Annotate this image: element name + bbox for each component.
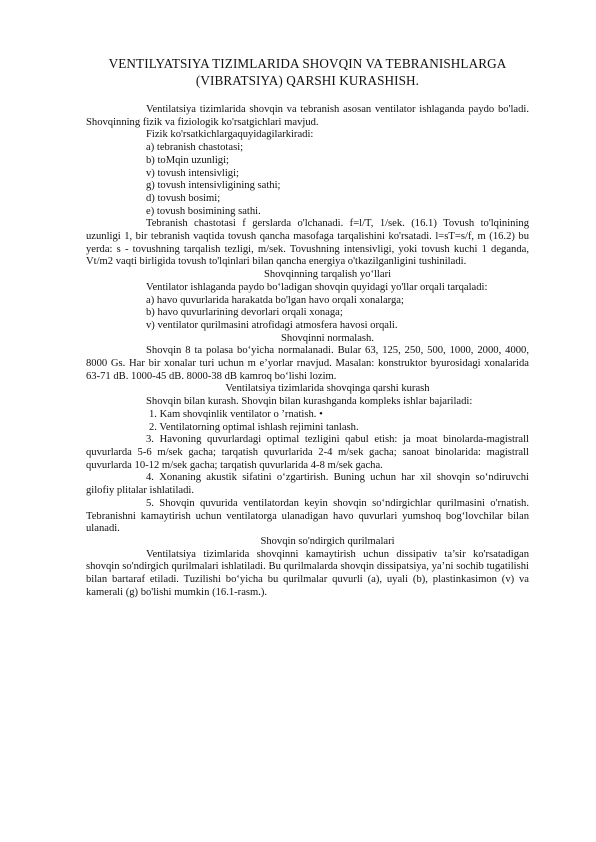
list-item: d) tovush bosimi; [146, 192, 221, 204]
paragraph-silencers: 5. Shovqin quvurida ventilatordan keyin shovqin so‘ndirgichlar qurilmasini o'rnatish. Tebranishni kamaytirish uchun ventilatorga ulanadigan havo quvurlari yumshoq bog‘lovchilar bilan ulanadi. [86, 497, 529, 535]
list-item: b) havo quvurlarining devorlari orqali xonaga; [146, 307, 343, 319]
document-page [86, 56, 529, 599]
paragraph-intro: Ventilatsiya tizimlarida shovqin va tebranish asosan ventilator ishlaganda paydo bo'ladi. Shovqinning fizik va fiziologik ko'rsatgichlari mavjud. [86, 104, 529, 128]
list-item: v) tovush intensivligi; [146, 167, 239, 179]
paragraph-acoustics: 4. Xonaning akustik sifatini o‘zgartirish. Buning uchun har xil shovqin so‘ndiruvchi gilofiy plitalar ishlatiladi. [86, 472, 529, 497]
section-heading: Shovqinning tarqalish yo‘llari [263, 269, 392, 281]
list-item: v) ventilator qurilmasini atrofidagi atmosfera havosi orqali. [146, 319, 398, 331]
list-item: g) tovush intensivligining sathi; [146, 180, 281, 192]
paragraph-normalization: Shovqin 8 ta polasa bo‘yicha normalanadi. Bular 63, 125, 250, 500, 1000, 2000, 4000, 8000 Gs. Har bir xonalar turi uchun m e’yorlar rnavjud. Masalan: konstruktor byurosidagi xonalarida 63-71 dB. 1000-45 dB. 8000-38 dB kamroq bo‘lishi lozim. [86, 345, 529, 382]
list-item: 1. Kam shovqinlik ventilator o ’rnatish. • [149, 408, 323, 420]
list-item: 2. Ventilatorning optimal ishlash rejimini tanlash. [149, 421, 359, 433]
list-item: a) havo quvurlarida harakatda bo'lgan havo orqali xonalarga; [146, 294, 404, 306]
paragraph-propagation: Ventilator ishlaganda paydo bo‘ladigan shovqin quyidagi yo'llar orqali tarqaladi: [146, 281, 488, 293]
section-heading: Ventilatsiya tizimlarida shovqinga qarshi kurash [225, 383, 430, 395]
paragraph-noise-control: Shovqin bilan kurash. Shovqin bilan kurashganda kompleks ishlar bajariladi: [146, 396, 473, 408]
list-item: a) tebranish chastotasi; [146, 142, 244, 154]
page-title: VENTILYATSIYA TIZIMLARIDA SHOVQIN VA TEBRANISHLARGA (VIBRATSIYA) QARSHI KURASHISH. [108, 56, 507, 88]
paragraph-silencer-devices: Ventilatsiya tizimlarida shovqinni kamaytirish uchun dissipativ ta’sir ko'rsatadigan shovqin so'ndirgich qurilmalari ishlatiladi. Bu qurilmalarda shovqin dissipatsiya, ya’ni sochib tugatilishi bilan bartaraf etiladi. Tuzilishi bo‘yicha bu qurilmalar quvurli (a), uyali (b), plastinkasimon (v) va kamerali (g) bo'lishi mumkin (16.1-rasm.). [86, 548, 529, 598]
paragraph-physical-indicators: Fizik ko'rsatkichlargaquyidagilarkiradi: [146, 129, 314, 141]
document-body [86, 104, 529, 599]
list-item: b) toMqin uzunligi; [146, 154, 229, 166]
section-heading: Shovqin so'ndirgich qurilmalari [260, 535, 395, 547]
list-item: e) tovush bosimining sathi. [146, 205, 261, 217]
paragraph-air-speed: 3. Havoning quvurlardagi optimal tezligini qabul etish: ja moat binolarda-magistrall quvurlarda 5-6 m/sek gacha; tarqatish quvurlarida 2-4 m/sek gacha; sanoat binolarida: magistrall quvurlarda 10-12 m/sek gacha; tarqatish quvurlarida 4-8 m/sek gacha. [86, 434, 529, 471]
paragraph-frequency: Tebranish chastotasi f gerslarda o'lchanadi. f=l/T, 1/sek. (16.1) Tovush to'lqinining uzunligi 1, bir tebranish vaqtida tovush qancha masofaga tarqalishini ko'rsatadi. l=sT=s/f, m (16.2) bu yerda: s - tovushning tarqalish tezligi, m/sek. Tovushning intensivligi, yoki tovush kuchi 1 deganda, Vt/m2 vaqti birligida tovush to'lqinlari bilan qancha energiya o'tkazilganligini tushiniladi. [86, 218, 529, 268]
section-heading: Shovqinni normalash. [281, 332, 374, 344]
